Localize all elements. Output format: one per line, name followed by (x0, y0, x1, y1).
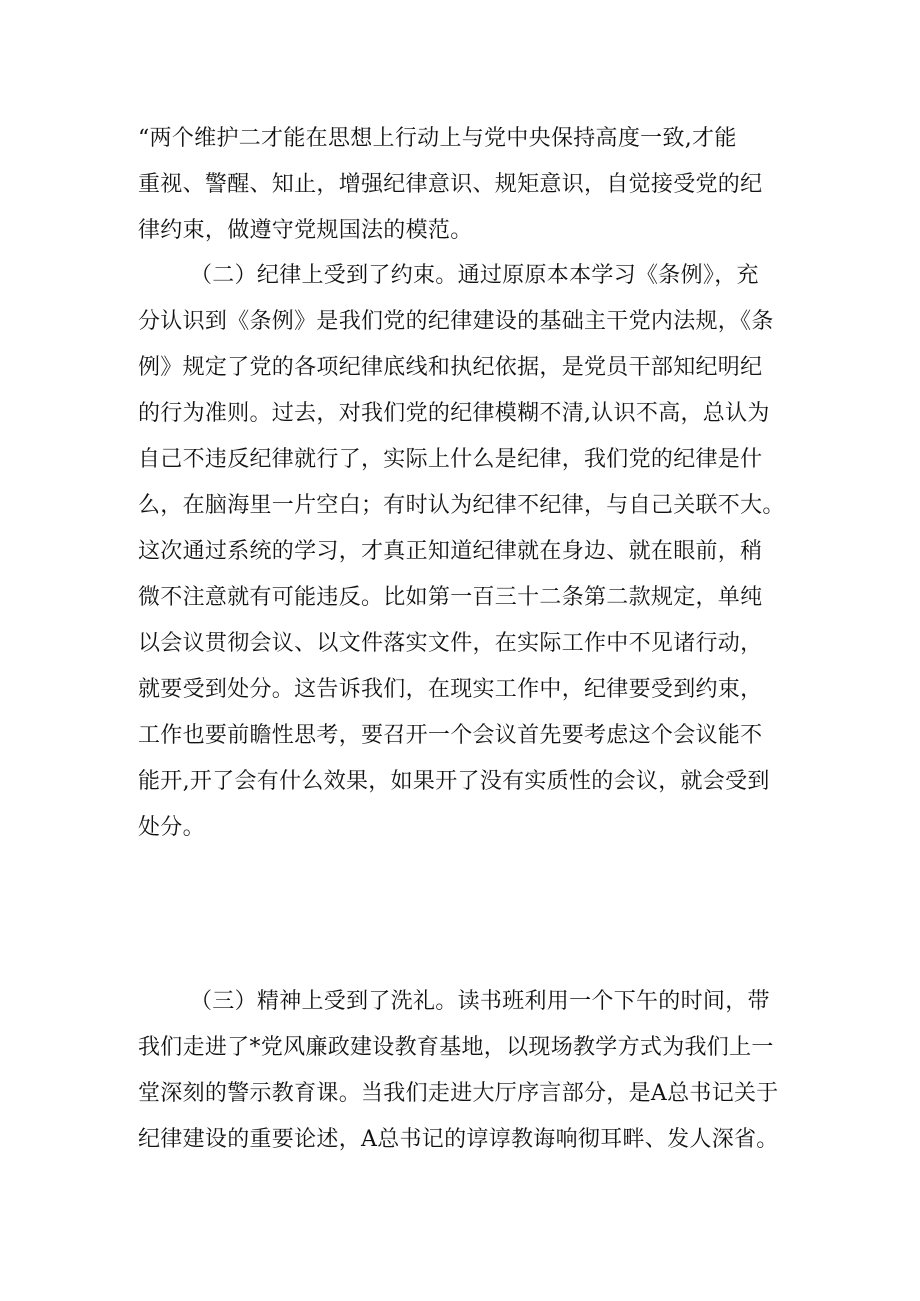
text-line: （二）纪律上受到了约束。通过原原本本学习《条例》，充 (190, 263, 759, 288)
text-line: 例》规定了党的各项纪律底线和执纪依据，是党员干部知纪明纪 (138, 355, 763, 380)
text-line: 自己不违反纪律就行了，实际上什么是纪律，我们党的纪律是什 (138, 447, 763, 472)
paragraph-two-safeguards (138, 116, 798, 254)
text-line: 工作也要前瞻性思考，要召开一个会议首先要考虑这个会议能不 (138, 723, 763, 748)
text-line: 以会议贯彻会议、以文件落实文件，在实际工作中不见诸行动， (138, 631, 763, 656)
text-line: （三）精神上受到了洗礼。读书班利用一个下午的时间，带 (190, 989, 770, 1014)
text-line: 么，在脑海里一片空白；有时认为纪律不纪律，与自己关联不大。 (138, 493, 785, 518)
paragraph-spiritual-baptism (138, 979, 798, 1163)
text-line: 处分。 (138, 815, 205, 840)
text-line: 的行为准则。过去，对我们党的纪律模糊不清,认识不高，总认为 (138, 401, 770, 426)
text-line: 堂深刻的警示教育课。当我们走进大厅序言部分，是A总书记关于 (138, 1081, 779, 1106)
text-line: 我们走进了*党风廉政建设教育基地，以现场教学方式为我们上一 (138, 1035, 774, 1060)
text-line: 分认识到《条例》是我们党的纪律建设的基础主干党内法规，《条 (138, 309, 774, 334)
text-line: “两个维护二才能在思想上行动上与党中央保持高度一致,才能 (138, 126, 737, 151)
paragraph-discipline-constraint (138, 253, 798, 851)
text-line: 纪律建设的重要论述，A总书记的谆谆教诲响彻耳畔、发人深省。 (138, 1127, 779, 1152)
text-line: 律约束，做遵守党规国法的模范。 (138, 218, 473, 243)
text-line: 就要受到处分。这告诉我们，在现实工作中，纪律要受到约束， (138, 677, 763, 702)
text-line: 这次通过系统的学习，才真正知道纪律就在身边、就在眼前，稍 (138, 539, 763, 564)
text-line: 能开,开了会有什么效果，如果开了没有实质性的会议，就会受到 (138, 769, 770, 794)
text-line: 重视、警醒、知止，增强纪律意识、规矩意识，自觉接受党的纪 (138, 172, 763, 197)
text-line: 微不注意就有可能违反。比如第一百三十二条第二款规定，单纯 (138, 585, 763, 610)
